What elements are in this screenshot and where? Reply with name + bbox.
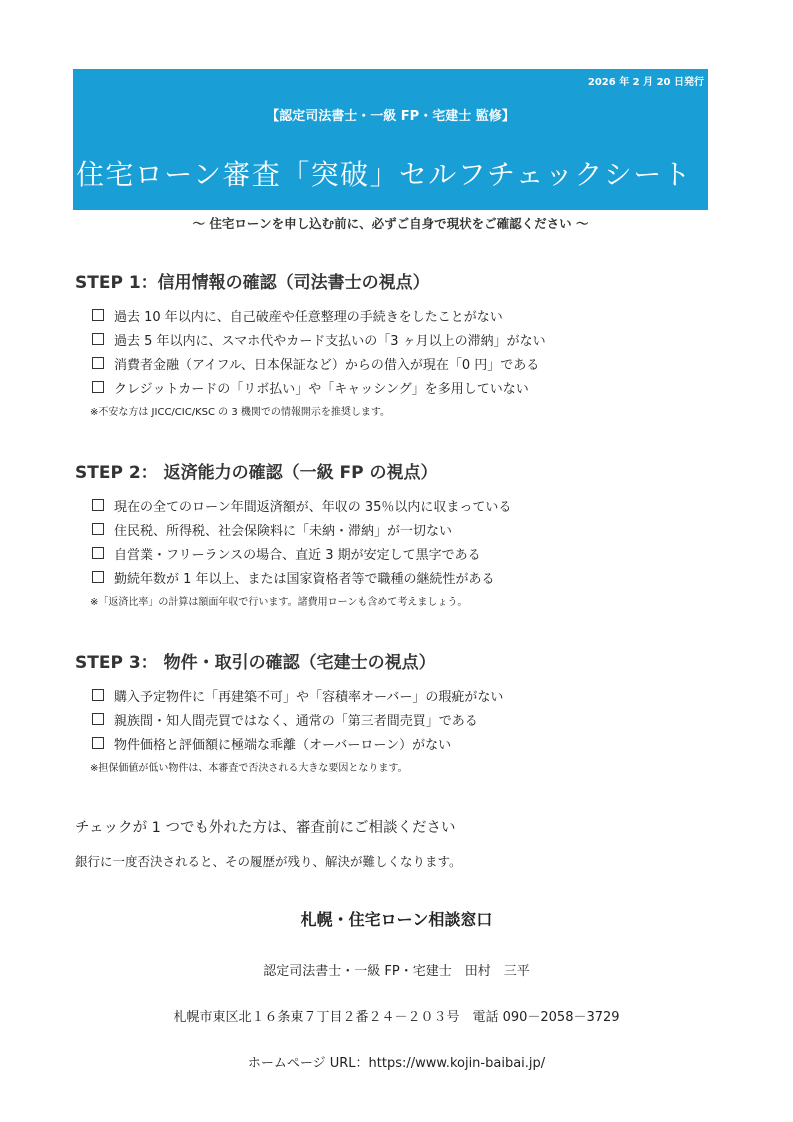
homepage-link[interactable]: ホームページ URL：https://www.kojin-baibai.jp/ bbox=[247, 1056, 546, 1071]
step-1-note: ※不安な方は JICC/CIC/KSC の 3 機関での情報開示を推奨します。 bbox=[90, 407, 391, 418]
supervision-label: 【認定司法書士・一級 FP・宅建士 監修】 bbox=[266, 109, 515, 124]
checkbox[interactable] bbox=[92, 689, 104, 701]
checklist-item-label: 住民税、所得税、社会保険料に「未納・滞納」が一切ない bbox=[114, 523, 453, 539]
checkbox[interactable] bbox=[92, 499, 104, 511]
header-banner bbox=[73, 69, 708, 210]
contact-address-phone: 札幌市東区北１６条東７丁目２番２４－２０３号 電話 090－2058－3729 bbox=[173, 1010, 620, 1025]
checklist-item-label: クレジットカードの「リボ払い」や「キャッシング」を多用していない bbox=[114, 381, 529, 397]
checklist-item-label: 親族間・知人間売買ではなく、通常の「第三者間売買」である bbox=[114, 713, 478, 729]
checklist-item-label: 勤続年数が 1 年以上、または国家資格者等で職種の継続性がある bbox=[114, 571, 495, 587]
checklist-item[interactable] bbox=[92, 493, 715, 517]
checklist-item[interactable] bbox=[92, 731, 715, 755]
contact-person: 認定司法書士・一級 FP・宅建士 田村 三平 bbox=[263, 964, 530, 979]
checklist-item[interactable] bbox=[92, 707, 715, 731]
consultation-warning: チェックが 1 つでも外れた方は、審査前にご相談ください bbox=[75, 820, 456, 836]
step-3-note: ※担保価値が低い物件は、本審査で否決される大きな要因となります。 bbox=[90, 763, 408, 774]
step-3-heading: STEP 3： 物件・取引の確認（宅建士の視点） bbox=[75, 653, 436, 673]
step-2-note: ※「返済比率」の計算は額面年収で行います。諸費用ローンも含めて考えましょう。 bbox=[90, 597, 468, 608]
checklist-item-label: 自営業・フリーランスの場合、直近 3 期が安定して黒字である bbox=[114, 547, 481, 563]
checklist-item[interactable] bbox=[92, 327, 715, 351]
page-title: 住宅ローン審査「突破」セルフチェックシート bbox=[76, 158, 693, 191]
page-subtitle: 〜 住宅ローンを申し込む前に、必ずご自身で現状をご確認ください 〜 bbox=[192, 216, 589, 231]
checklist-item-label: 過去 10 年以内に、自己破産や任意整理の手続きをしたことがない bbox=[114, 309, 503, 325]
checkbox[interactable] bbox=[92, 713, 104, 725]
checklist-item[interactable] bbox=[92, 541, 715, 565]
checklist-item-label: 購入予定物件に「再建築不可」や「容積率オーバー」の瑕疵がない bbox=[114, 689, 504, 705]
checkbox[interactable] bbox=[92, 547, 104, 559]
checklist-item-label: 現在の全てのローン年間返済額が、年収の 35％以内に収まっている bbox=[114, 499, 512, 515]
step-1-section bbox=[75, 268, 715, 418]
checkbox[interactable] bbox=[92, 571, 104, 583]
checkbox[interactable] bbox=[92, 523, 104, 535]
checkbox[interactable] bbox=[92, 357, 104, 369]
contact-title: 札幌・住宅ローン相談窓口 bbox=[300, 910, 493, 929]
checklist-item[interactable] bbox=[92, 517, 715, 541]
checkbox[interactable] bbox=[92, 309, 104, 321]
checkbox[interactable] bbox=[92, 381, 104, 393]
checklist-item[interactable] bbox=[92, 683, 715, 707]
checkbox[interactable] bbox=[92, 333, 104, 345]
checklist-item-label: 消費者金融（アイフル、日本保証など）からの借入が現在「0 円」である bbox=[114, 357, 540, 373]
step-2-section bbox=[75, 458, 715, 608]
step-2-heading: STEP 2： 返済能力の確認（一級 FP の視点） bbox=[75, 463, 438, 483]
checklist-item-label: 過去 5 年以内に、スマホ代やカード支払いの「3 ヶ月以上の滞納」がない bbox=[114, 333, 546, 349]
step-3-section bbox=[75, 648, 715, 774]
checkbox[interactable] bbox=[92, 737, 104, 749]
checklist-item[interactable] bbox=[92, 351, 715, 375]
checklist-item[interactable] bbox=[92, 565, 715, 589]
checklist-item[interactable] bbox=[92, 303, 715, 327]
issue-date: 2026 年 2 月 20 日発行 bbox=[587, 77, 704, 88]
rejection-note: 銀行に一度否決されると、その履歴が残り、解決が難しくなります。 bbox=[75, 854, 462, 869]
checklist-item-label: 物件価格と評価額に極端な乖離（オーバーローン）がない bbox=[114, 737, 452, 753]
checklist-item[interactable] bbox=[92, 375, 715, 399]
step-1-heading: STEP 1：信用情報の確認（司法書士の視点） bbox=[75, 273, 430, 293]
